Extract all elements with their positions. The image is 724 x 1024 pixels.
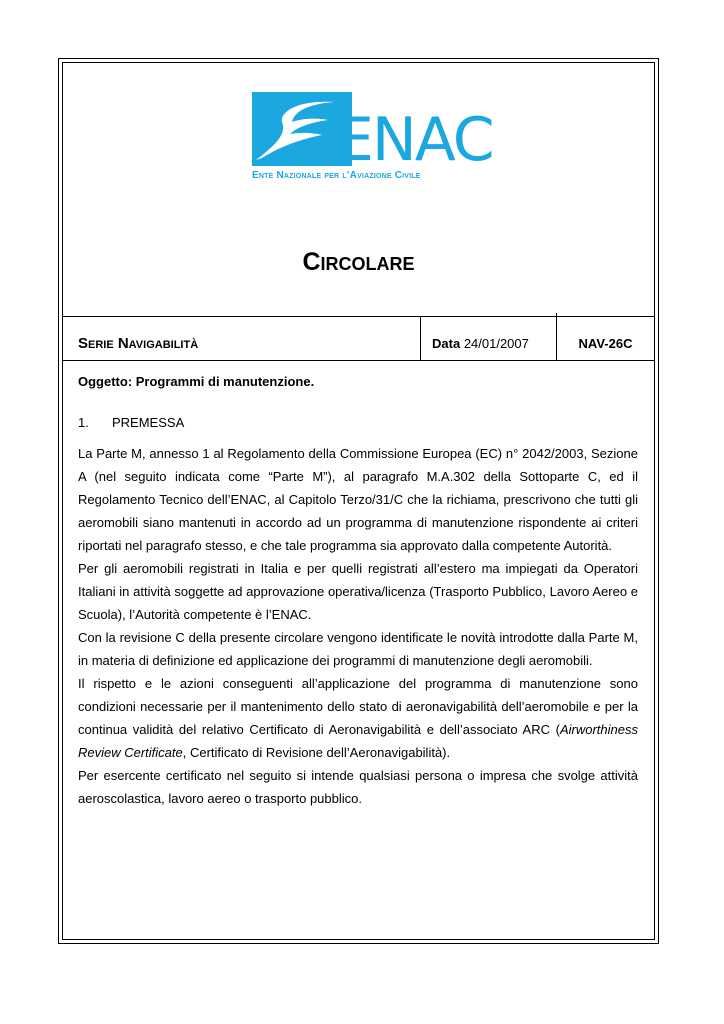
- header-top-rule: [62, 316, 655, 317]
- paragraph: La Parte M, annesso 1 al Regolamento della Commissione Europea (EC) n° 2042/2003, Sezione A (nel seguito indicata come “Parte M”), al paragrafo M.A.302 della Sottoparte C, ed il Regolamento Tecnico dell’ENAC, al Capitolo Terzo/31/C che la richiama, prescrivono che tutti gli aeromobili siano mantenuti in accordo ad un programma di manutenzione rispondente ai criteri riportati nel paragrafo stesso, e che tale programma sia approvato dalla competente Autorità.: [78, 446, 638, 553]
- document-title: Circolare: [302, 248, 415, 276]
- subject-line: Oggetto: Programmi di manutenzione.: [78, 374, 315, 389]
- section-heading: [78, 411, 638, 434]
- paragraph-text: , Certificato di Revisione dell’Aeronavigabilità).: [182, 745, 451, 760]
- paragraph: Per esercente certificato nel seguito si intende qualsiasi persona o impresa che svolge attività aeroscolastica, lavoro aereo o trasporto pubblico.: [78, 768, 638, 806]
- logo-wordmark: ENAC: [336, 105, 493, 175]
- header-bottom-rule: [62, 360, 655, 361]
- date-label: Data: [432, 336, 461, 351]
- date-field: [432, 336, 529, 351]
- paragraph-italic: Airworthiness Review Certificate: [78, 722, 638, 760]
- header-divider: [420, 316, 421, 360]
- paragraph: Con la revisione C della presente circolare vengono identificate le novità introdotte dalla Parte M, in materia di definizione ed applicazione dei programmi di manutenzione degli aeromobili.: [78, 630, 638, 668]
- series-label: Serie Navigabilità: [78, 335, 199, 352]
- paragraph: [78, 672, 638, 764]
- section-title: PREMESSA: [112, 415, 185, 430]
- paragraph-text: Il rispetto e le azioni conseguenti all’applicazione del programma di manutenzione sono condizioni necessarie per il mantenimento dello stato di aeronavigabilità dell’aeromobile e per la continua validità del relativo Certificato di Aeronavigabilità e dell’associato ARC (: [78, 676, 638, 737]
- paragraph: Per gli aeromobili registrati in Italia e per quelli registrati all’estero ma impiegati da Operatori Italiani in attività soggette ad approvazione operativa/licenza (Trasporto Pubblico, Lavoro Aereo e Scuola), l’Autorità competente è l’ENAC.: [78, 561, 638, 622]
- date-value: 24/01/2007: [463, 336, 529, 351]
- document-body: [78, 370, 638, 810]
- enac-logo: [252, 92, 493, 184]
- section-number: 1.: [78, 415, 89, 430]
- logo-subtitle: Ente Nazionale per l’Aviazione Civile: [252, 170, 421, 181]
- document-code: NAV-26C: [578, 336, 633, 351]
